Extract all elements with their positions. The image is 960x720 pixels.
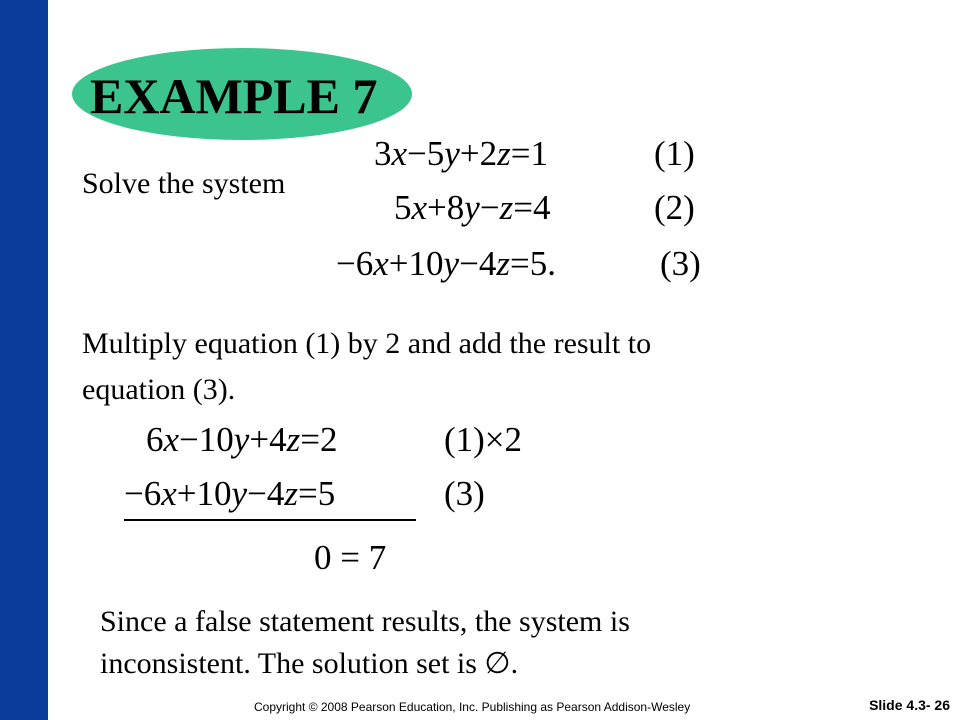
copyright-footer: Copyright © 2008 Pearson Education, Inc. Publishing as Pearson Addison-Wesley: [254, 700, 691, 714]
step-text-line-1: Multiply equation (1) by 2 and add the result to: [82, 327, 652, 360]
slide-title: EXAMPLE 7: [90, 68, 378, 124]
equation-3-tag: (3): [660, 244, 701, 283]
conclusion-line-1: Since a false statement results, the system is: [100, 605, 630, 638]
step-text-line-2: equation (3).: [82, 373, 236, 406]
result-equation: 0 = 7: [314, 538, 387, 577]
equation-2-tag: (2): [654, 188, 695, 227]
equation-1: 3x−5y+2z=1: [374, 134, 548, 173]
work-equation-2: −6x+10y−4z=5: [124, 474, 336, 513]
intro-text: Solve the system: [82, 167, 286, 200]
equation-3: −6x+10y−4z=5.: [336, 244, 556, 283]
equation-1-tag: (1): [654, 134, 695, 173]
conclusion-line-2: inconsistent. The solution set is ∅.: [100, 647, 519, 680]
left-sidebar-bar: [0, 0, 48, 720]
work-equation-1-tag: (1)×2: [444, 420, 523, 459]
work-equation-1: 6x−10y+4z=2: [146, 420, 338, 459]
equation-2: 5x+8y−z=4: [394, 188, 551, 227]
slide-number: Slide 4.3- 26: [869, 697, 950, 713]
sum-rule-line: [124, 519, 416, 521]
work-equation-2-tag: (3): [444, 474, 485, 513]
